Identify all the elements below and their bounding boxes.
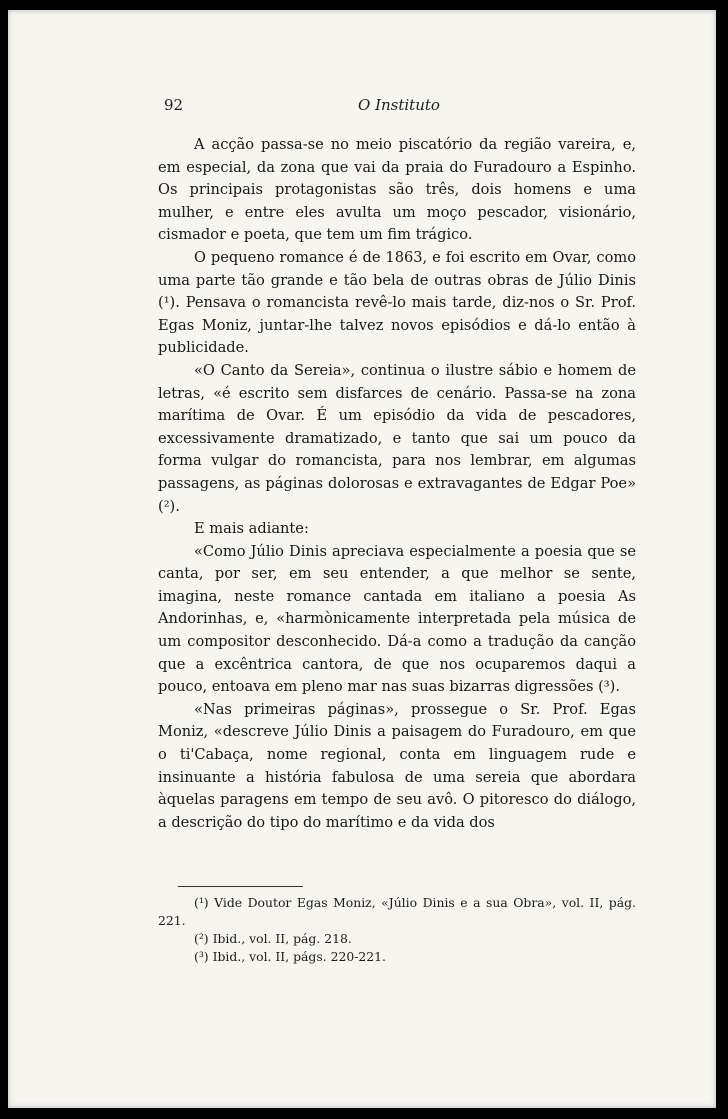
running-title: O Instituto [358,96,440,114]
paragraph: «Como Júlio Dinis apreciava especialmente a poesia que se canta, por ser, em seu entender, a que melhor se sente, imagina, neste romance cantada em italiano a poesia As Andorinhas, e, «harmònicamente interpretada pela música de um compositor desconhecido. Dá-a como a tradução da canção que a excêntrica cantora, de que nos ocuparemos daqui a pouco, entoava em pleno mar nas suas bizarras digressões (³). [158,542,636,696]
footnote: (¹) Vide Doutor Egas Moniz, «Júlio Dinis e a sua Obra», vol. II, pág. 221. [158,895,636,928]
footnote: (³) Ibid., vol. II, págs. 220-221. [194,949,386,964]
page-number: 92 [164,96,184,114]
page-header [158,96,628,120]
footnotes [158,894,636,966]
paragraph: «Nas primeiras páginas», prossegue o Sr. Prof. Egas Moniz, «descreve Júlio Dinis a paisagem do Furadouro, em que o ti'Cabaça, nome regional, conta em linguagem rude e insinuante a história fabulosa de uma sereia que abordara àquelas paragens em tempo de seu avô. O pitoresco do diálogo, a descrição do tipo do marítimo e da vida dos [158,700,636,831]
paragraph: «O Canto da Sereia», continua o ilustre sábio e homem de letras, «é escrito sem disfarces de cenário. Passa-se na zona marítima de Ovar. É um episódio da vida de pescadores, excessivamente dramatizado, e tanto que sai um pouco da forma vulgar do romancista, para nos lembrar, em algumas passagens, as páginas dolorosas e extravagantes de Edgar Poe» (²). [158,361,636,515]
paragraph: O pequeno romance é de 1863, e foi escrito em Ovar, como uma parte tão grande e tão bela de outras obras de Júlio Dinis (¹). Pensava o romancista revê-lo mais tarde, diz-nos o Sr. Prof. Egas Moniz, juntar-lhe talvez novos episódios e dá-lo então à publicidade. [158,248,636,357]
footnote: (²) Ibid., vol. II, pág. 218. [194,931,352,946]
book-page [8,10,716,1108]
footnote-divider [178,886,303,887]
paragraph: E mais adiante: [194,520,309,538]
body-text [158,134,636,834]
paragraph: A acção passa-se no meio piscatório da região vareira, e, em especial, da zona que vai da praia do Furadouro a Espinho. Os principais protagonistas são três, dois homens e uma mulher, e entre eles avulta um moço pescador, visionário, cismador e poeta, que tem um fim trágico. [158,136,636,244]
